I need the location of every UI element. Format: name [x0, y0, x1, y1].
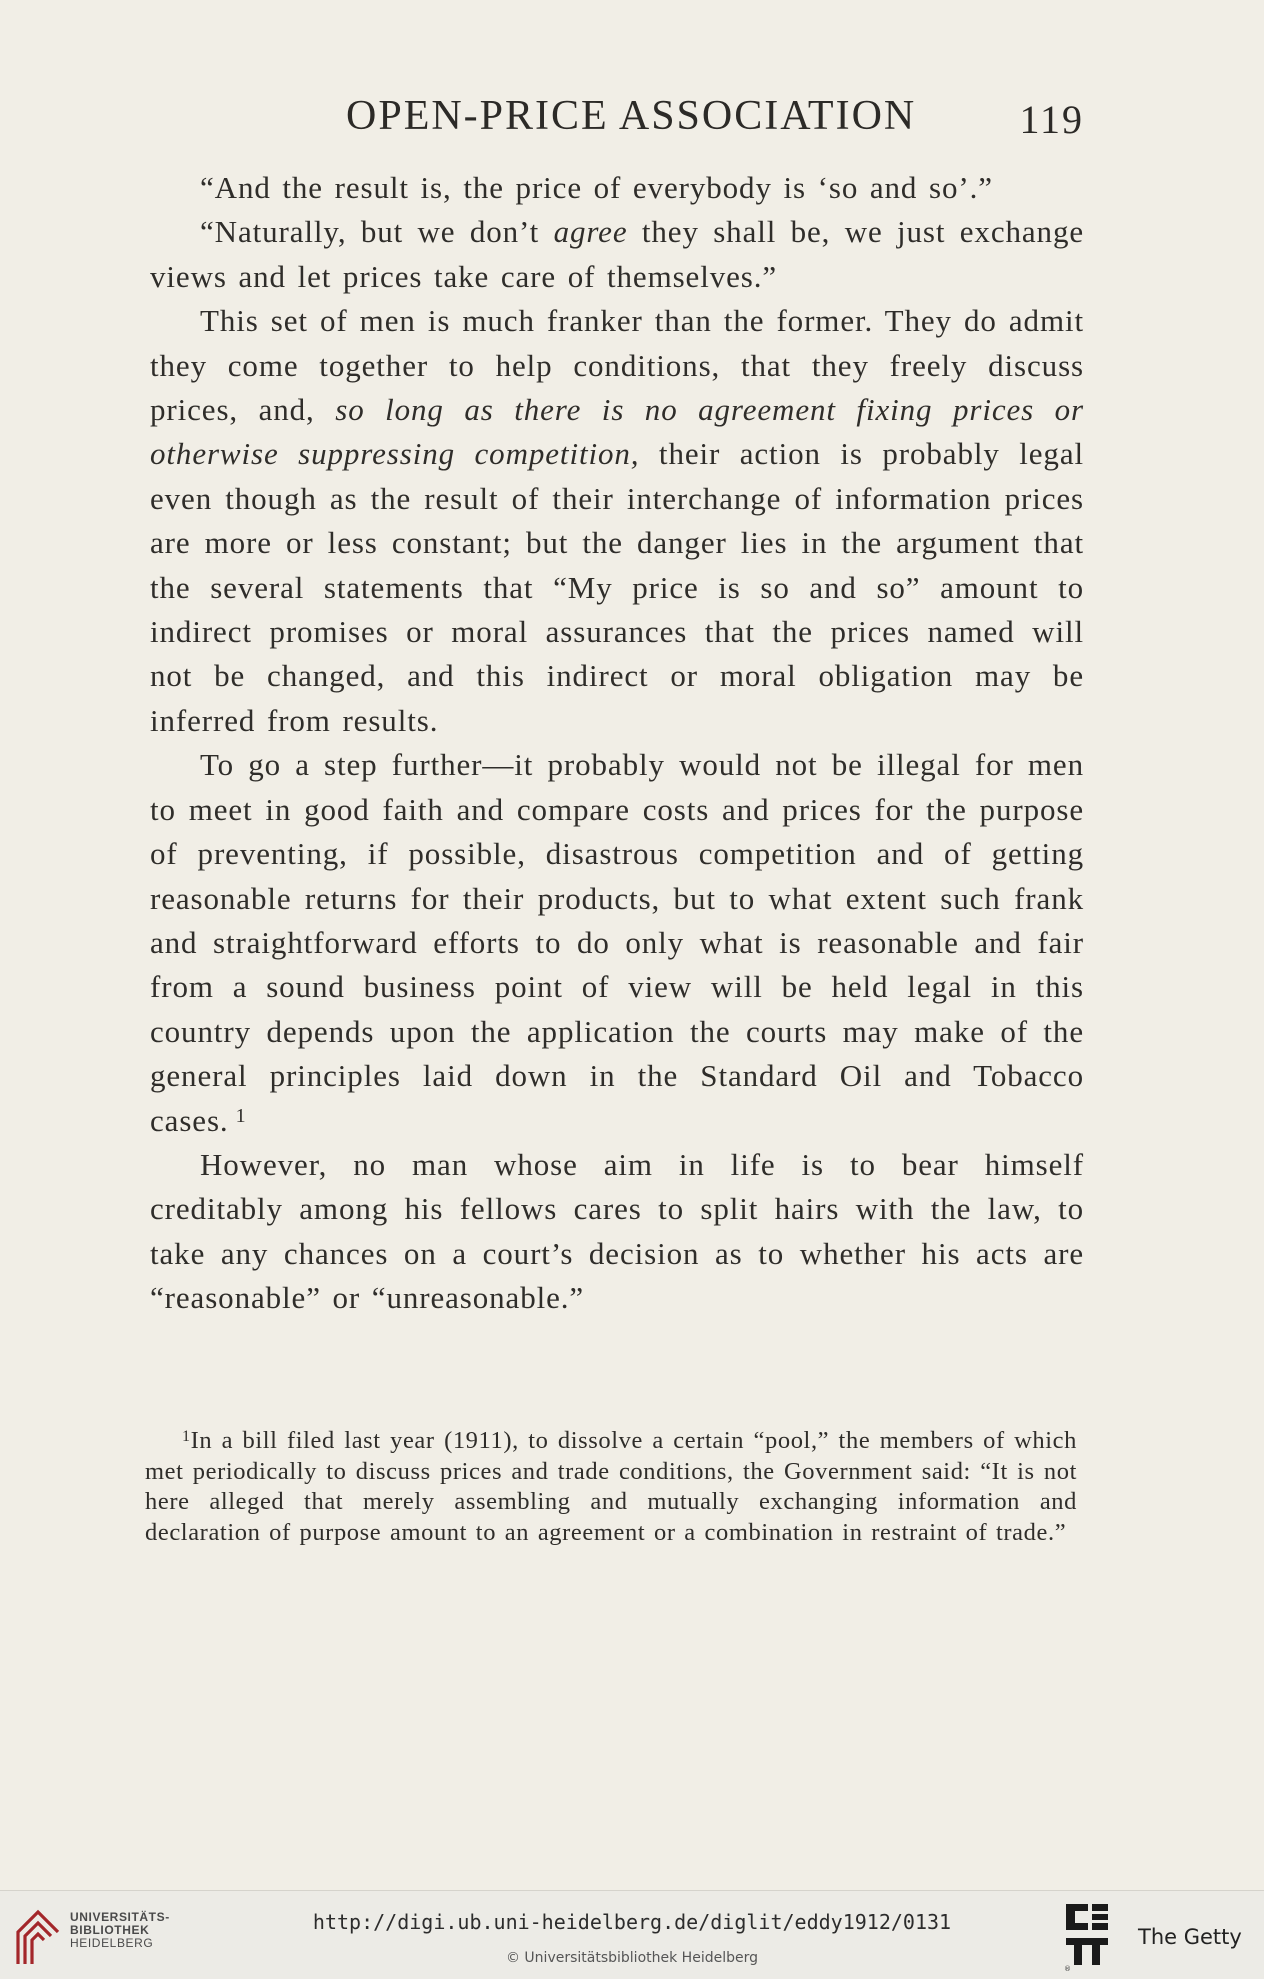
getty-label: The Getty	[1138, 1925, 1242, 1949]
emphasis-condition: so long as there is no agreement fixing prices or otherwise suppressing competition,	[150, 392, 1084, 472]
running-title: OPEN-PRICE ASSOCIATION	[346, 93, 917, 139]
paragraph-4: To go a step further—it probably would not be illegal for men to meet in good faith and compare costs and prices for the purpose of preventing, if possible, disastrous competition and of getting reasonable returns for their products, but to what extent such frank and straightforward efforts to do only what is reasonable and fair from a sound business point of view will be held legal in this country depends upon the application the courts may make of the general principles laid down in the Standard Oil and Tobacco cases. $^1$	[150, 747, 1084, 1138]
footnote-text: $^1$In a bill filed last year (1911), to dissolve a certain “pool,” the members of which met periodically to discuss prices and trade conditions, the Government said: “It is not here alleged that merely assembling and mutually exchanging information and declaration of purpose amount to an agreement or a combination in restraint of trade.”	[145, 1427, 1077, 1546]
footnote	[145, 1426, 1077, 1548]
paragraph-3: This set of men is much franker than the former. They do admit they come together to help conditions, that they freely discuss prices, and, so long as there is no agreement fixing prices or otherwise suppressing competition, their action is probably legal even though as the result of their interchange of information prices are more or less constant; but the danger lies in the argument that the several statements that “My price is so and so” amount to indirect promises or moral assurances that the prices named will not be changed, and this indirect or moral obligation may be inferred from results.	[150, 303, 1084, 738]
permalink-url[interactable]: http://digi.ub.uni-heidelberg.de/diglit/eddy1912/0131	[312, 1910, 952, 1934]
emphasis-agree: agree	[553, 214, 628, 250]
body-text	[150, 166, 1084, 1321]
page-header	[150, 92, 1084, 142]
paragraph-1: “And the result is, the price of everybody is ‘so and so’.”	[200, 170, 993, 205]
svg-text:®: ®	[1064, 1965, 1071, 1972]
paragraph-5: However, no man whose aim in life is to bear himself creditably among his fellows cares to split hairs with the law, to take any chances on a court’s decision as to whether his acts are “reasonable” or “unreasonable.”	[150, 1146, 1084, 1316]
footnote-reference[interactable]: 1	[235, 1104, 247, 1127]
footnote-marker: 1	[182, 1428, 191, 1445]
getty-logo-icon	[1062, 1898, 1112, 1972]
page-number: 119	[1019, 97, 1084, 142]
copyright-notice: © Universitätsbibliothek Heidelberg	[505, 1950, 758, 1966]
library-name: UNIVERSITÄTS- BIBLIOTHEK HEIDELBERG	[70, 1910, 170, 1950]
paragraph-2: “Naturally, but we don’t agree they shall be, we just exchange views and let prices take care of themselves.”	[150, 214, 1084, 294]
